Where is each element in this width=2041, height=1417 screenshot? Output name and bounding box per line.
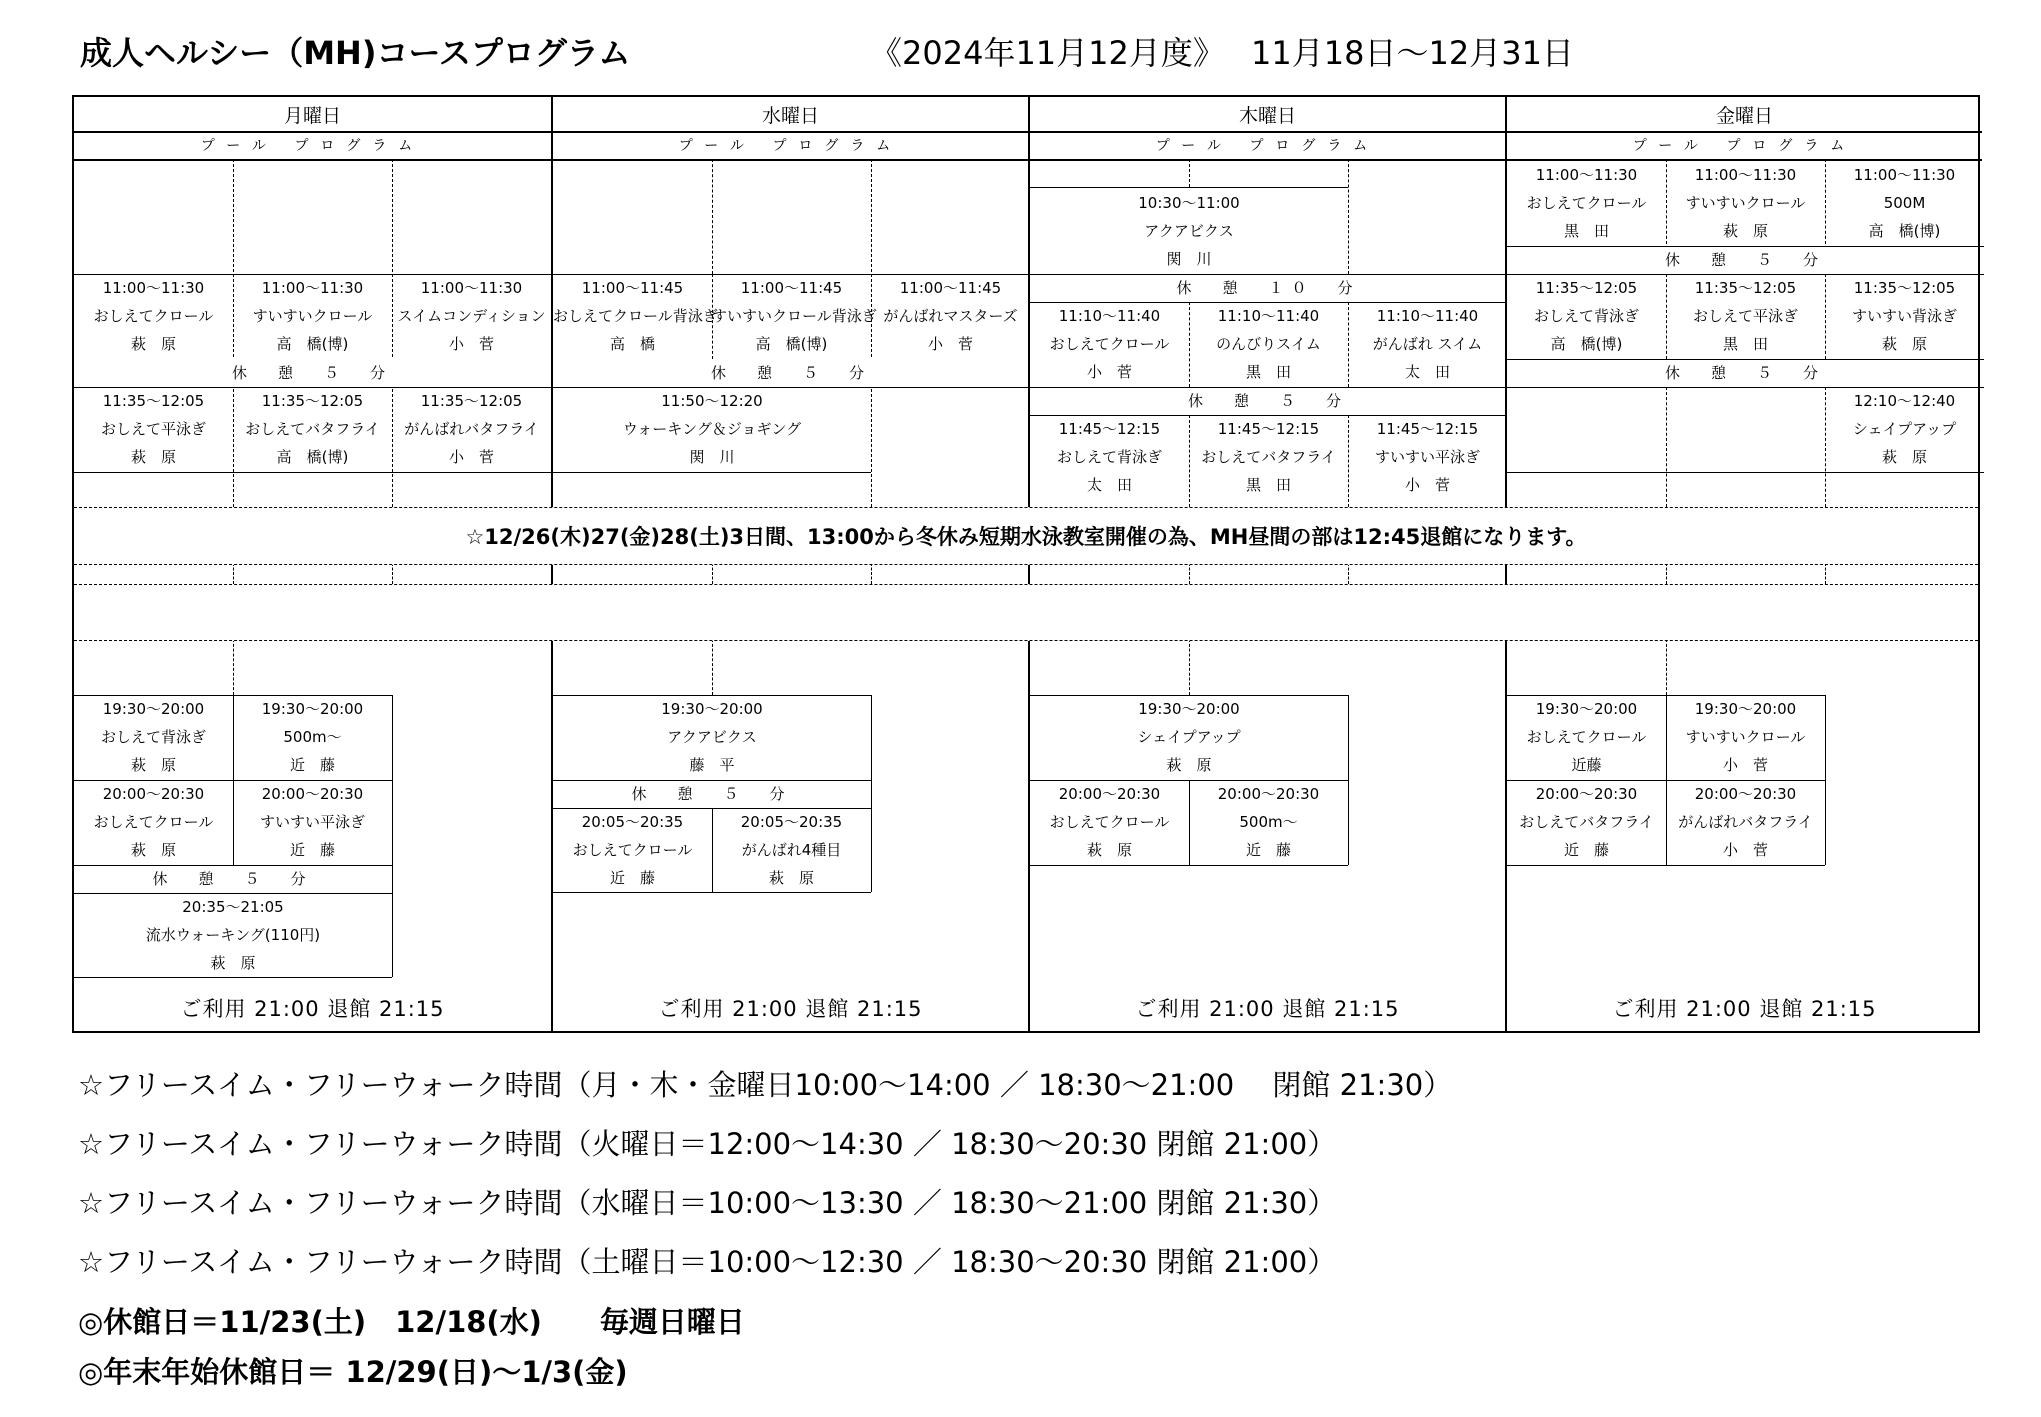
program-slot: 11:35～12:05 おしえて平泳ぎ 黒 田 <box>1692 279 1798 353</box>
program-slot: 19:30～20:00 シェイプアップ 萩 原 <box>1137 700 1241 774</box>
program-slot: 11:50～12:20 ウォーキング＆ジョギング 関 川 <box>622 392 802 466</box>
winter-class-notice: ☆12/26(木)27(金)28(土)3日間、13:00から冬休み短期水泳教室開催の為、MH昼間の部は12:45退館になります。 <box>74 507 1978 565</box>
program-slot: 19:30～20:00 500m～ 近 藤 <box>261 700 364 774</box>
program-slot: 12:10～12:40 シェイプアップ 萩 原 <box>1852 392 1957 466</box>
program-slot: 11:35～12:05 がんばれバタフライ 小 菅 <box>404 392 539 466</box>
program-slot: 19:30～20:00 アクアビクス 藤 平 <box>661 700 763 774</box>
program-slot: 20:00～20:30 おしえてクロール 萩 原 <box>1049 785 1170 859</box>
break-label: 休 憩 ５ 分 <box>1664 364 1826 382</box>
free-swim-note: ☆フリースイム・フリーウォーク時間（月・木・金曜日10:00～14:00 ／ 18:30～21:00 閉館 21:30） <box>78 1068 1453 1102</box>
day-header-monday: 月曜日 <box>74 97 551 133</box>
program-slot: 20:00～20:30 おしえてバタフライ 近 藤 <box>1519 785 1654 859</box>
closed-days-note: ◎休館日＝11/23(土) 12/18(水) 毎週日曜日 <box>78 1305 745 1339</box>
program-slot: 19:30～20:00 おしえてクロール 近藤 <box>1526 700 1647 774</box>
pool-program-label: プール プログラム <box>553 131 1028 161</box>
break-label: 休 憩 ５ 分 <box>1664 251 1826 269</box>
program-slot: 11:00～11:45 すいすいクロール背泳ぎ 高 橋(博) <box>712 279 877 353</box>
pool-program-label: プール プログラム <box>74 131 551 161</box>
program-slot: 19:30～20:00 すいすいクロール 小 菅 <box>1685 700 1806 774</box>
program-slot: 11:00～11:45 がんばれマスターズ 小 菅 <box>883 279 1018 353</box>
day-header-thursday: 木曜日 <box>1030 97 1505 133</box>
program-slot: 11:00～11:30 スイムコンディション 小 菅 <box>397 279 546 353</box>
break-label: 休 憩 ５ 分 <box>631 785 793 803</box>
pool-program-label: プール プログラム <box>1030 131 1505 161</box>
page-title: 成人ヘルシー（MH)コースプログラム <box>80 34 631 72</box>
closing-time: ご利用 21:00 退館 21:15 <box>658 997 923 1021</box>
program-slot: 11:45～12:15 おしえてバタフライ 黒 田 <box>1201 420 1336 494</box>
free-swim-note: ☆フリースイム・フリーウォーク時間（土曜日＝10:00～12:30 ／ 18:30～20:30 閉館 21:00） <box>78 1245 1337 1279</box>
program-slot: 20:00～20:30 500m～ 近 藤 <box>1217 785 1320 859</box>
closing-time: ご利用 21:00 退館 21:15 <box>1612 997 1877 1021</box>
program-slot: 11:00～11:30 おしえてクロール 黒 田 <box>1526 166 1647 240</box>
closing-time: ご利用 21:00 退館 21:15 <box>1135 997 1400 1021</box>
program-slot: 11:35～12:05 すいすい背泳ぎ 萩 原 <box>1851 279 1957 353</box>
program-slot: 20:00～20:30 がんばれバタフライ 小 菅 <box>1678 785 1813 859</box>
program-slot: 11:00～11:30 すいすいクロール 高 橋(博) <box>252 279 373 353</box>
day-header-friday: 金曜日 <box>1507 97 1982 133</box>
program-slot: 11:10～11:40 のんびりスイム 黒 田 <box>1216 307 1321 381</box>
schedule-period: 《2024年11月12月度》 11月18日～12月31日 <box>870 34 1574 72</box>
program-slot: 11:10～11:40 おしえてクロール 小 菅 <box>1049 307 1170 381</box>
program-slot: 11:35～12:05 おしえてバタフライ 高 橋(博) <box>245 392 380 466</box>
program-slot: 19:30～20:00 おしえて背泳ぎ 萩 原 <box>100 700 206 774</box>
program-slot: 11:10～11:40 がんばれ スイム 太 田 <box>1372 307 1483 381</box>
break-label: 休 憩 ５ 分 <box>74 359 551 387</box>
break-label: 休 憩 ５ 分 <box>1187 392 1349 410</box>
program-slot: 11:00～11:30 おしえてクロール 萩 原 <box>93 279 214 353</box>
break-label: 休 憩 ５ 分 <box>152 870 314 888</box>
program-slot: 11:35～12:05 おしえて平泳ぎ 萩 原 <box>100 392 206 466</box>
closing-time: ご利用 21:00 退館 21:15 <box>180 997 445 1021</box>
free-swim-note: ☆フリースイム・フリーウォーク時間（火曜日＝12:00～14:30 ／ 18:30～20:30 閉館 21:00） <box>78 1127 1337 1161</box>
program-slot: 11:45～12:15 おしえて背泳ぎ 太 田 <box>1056 420 1162 494</box>
schedule-table <box>72 95 1980 1033</box>
day-header-wednesday: 水曜日 <box>553 97 1028 133</box>
program-slot: 20:00～20:30 おしえてクロール 萩 原 <box>93 785 214 859</box>
break-label: 休 憩 １０ 分 <box>1176 279 1361 297</box>
program-slot: 11:00～11:45 おしえてクロール背泳ぎ 高 橋 <box>553 279 718 353</box>
year-end-closed-note: ◎年末年始休館日＝ 12/29(日)～1/3(金) <box>78 1355 628 1389</box>
program-slot: 10:30～11:00 アクアビクス 関 川 <box>1138 194 1240 268</box>
program-slot: 11:35～12:05 おしえて背泳ぎ 高 橋(博) <box>1533 279 1639 353</box>
program-slot: 11:45～12:15 すいすい平泳ぎ 小 菅 <box>1374 420 1480 494</box>
program-slot: 20:05～20:35 おしえてクロール 近 藤 <box>572 813 693 887</box>
program-slot: 11:00～11:30 すいすいクロール 萩 原 <box>1685 166 1806 240</box>
program-slot: 20:00～20:30 すいすい平泳ぎ 近 藤 <box>259 785 365 859</box>
break-label: 休 憩 ５ 分 <box>553 359 1030 387</box>
program-slot: 20:05～20:35 がんばれ4種目 萩 原 <box>740 813 843 887</box>
program-slot: 20:35～21:05 流水ウォーキング(110円) 萩 原 <box>145 898 321 972</box>
free-swim-note: ☆フリースイム・フリーウォーク時間（水曜日＝10:00～13:30 ／ 18:30～21:00 閉館 21:30） <box>78 1186 1337 1220</box>
pool-program-label: プール プログラム <box>1507 131 1982 161</box>
program-slot: 11:00～11:30 500M 高 橋(博) <box>1853 166 1956 240</box>
empty-band <box>74 584 1978 641</box>
